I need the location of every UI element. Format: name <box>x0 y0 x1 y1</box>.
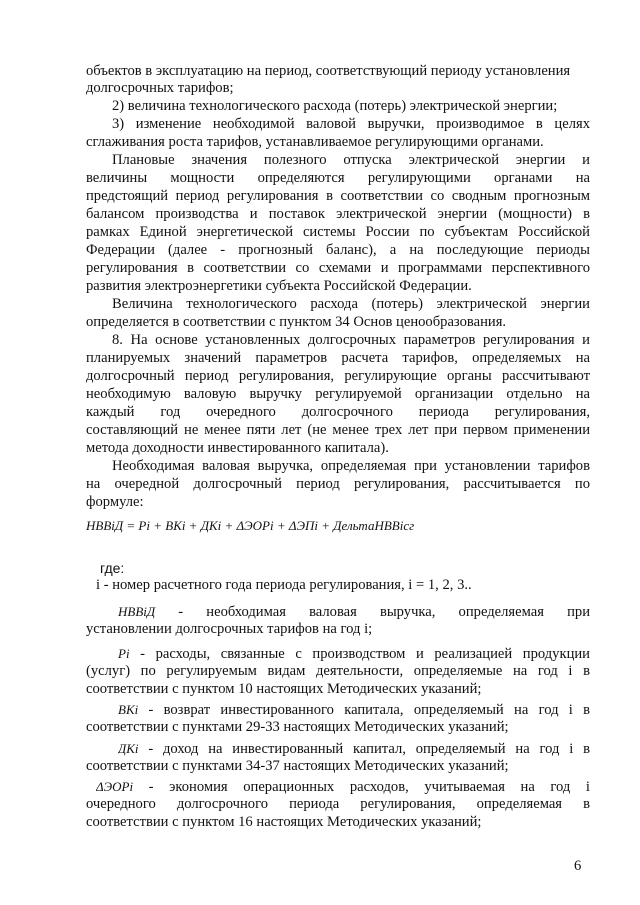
text-line: величины мощности определяются регулирующими органами на <box>86 170 590 186</box>
definition-line: ΔЭОРi - экономия операционных расходов, учитываемая на год i <box>96 779 590 795</box>
formula: НВВiД = Pi + ВКi + ДКi + ΔЭОРi + ΔЭПi + ДельтаНВВiсг <box>86 518 415 533</box>
text-line: на очередной долгосрочный период регулирования, рассчитывается по <box>86 476 590 492</box>
text-line: сглаживания роста тарифов, устанавливаемое регулирующими органами. <box>86 134 544 150</box>
definition-line: установлении долгосрочных тарифов на год i; <box>86 621 373 637</box>
definition-line: очередного долгосрочного периода регулирования, определяемая в <box>86 796 590 812</box>
text-line: объектов в эксплуатацию на период, соответствующий периоду установления <box>86 63 571 79</box>
definition-line: соответствии с пунктом 16 настоящих Методических указаний; <box>86 814 482 830</box>
text-line: планируемых значений параметров расчета тарифов, определяемых на <box>86 350 590 366</box>
text-line: долгосрочных тарифов; <box>86 80 234 96</box>
text-line: Плановые значения полезного отпуска электрической энергии и <box>112 152 590 168</box>
text-line: 8. На основе установленных долгосрочных параметров регулирования и <box>112 332 590 348</box>
text-line: 2) величина технологического расхода (потерь) электрической энергии; <box>112 98 558 114</box>
text-line: Федерации (далее - прогнозный баланс), а на последующие периоды <box>86 242 590 258</box>
text-line: долгосрочный период регулирования, регулирующие органы рассчитывают <box>86 368 590 384</box>
definition-line: Pi - расходы, связанные с производством и реализацией продукции <box>118 646 590 662</box>
symbol: ВКi <box>118 702 139 717</box>
definition-line: НВВiД - необходимая валовая выручка, определяемая при <box>118 604 590 620</box>
text-line: рамках Единой энергетической системы России по субъектам Российской <box>86 224 590 240</box>
text-line: составляющий не менее пяти лет (не менее трех лет при первом применении <box>86 422 590 438</box>
definition-line: i - номер расчетного года периода регулирования, i = 1, 2, 3.. <box>96 577 472 593</box>
definition-line: соответствии с пунктами 29-33 настоящих Методических указаний; <box>86 719 509 735</box>
definition-line: ДКi - доход на инвестированный капитал, определяемый на год i в <box>118 741 590 757</box>
symbol: Pi <box>118 646 130 661</box>
symbol: НВВiД <box>118 604 156 619</box>
text-line: формуле: <box>86 494 144 510</box>
page-number: 6 <box>574 858 582 874</box>
text-line: Величина технологического расхода (потерь) электрической энергии <box>112 296 590 312</box>
text-line: определяется в соответствии с пунктом 34 Основ ценообразования. <box>86 314 507 330</box>
text-line: предстоящий период регулирования в соответствии со сводным прогнозным <box>86 188 590 204</box>
text-line: развития электроэнергетики субъекта Российской Федерации. <box>86 278 472 294</box>
text-line: каждый год очередного долгосрочного периода регулирования, <box>86 404 590 420</box>
symbol: ДКi <box>118 741 139 756</box>
text-line: регулирования в соответствии со схемами и программами перспективного <box>86 260 590 276</box>
definition-line: ВКi - возврат инвестированного капитала, определяемый на год i в <box>118 702 590 718</box>
definition-line: соответствии с пунктами 34-37 настоящих Методических указаний; <box>86 758 509 774</box>
where-label: где: <box>100 560 125 576</box>
text-line: балансом производства и поставок электрической энергии (мощности) в <box>86 206 590 222</box>
text-line: Необходимая валовая выручка, определяемая при установлении тарифов <box>112 458 590 474</box>
text-line: метода доходности инвестированного капитала). <box>86 440 389 456</box>
symbol: ΔЭОРi <box>96 779 134 794</box>
definition-line: (услуг) по регулируемым видам деятельности, определяемые на год i в <box>86 663 590 679</box>
definition-line: соответствии с пунктом 10 настоящих Методических указаний; <box>86 681 482 697</box>
text-line: 3) изменение необходимой валовой выручки, производимое в целях <box>112 116 590 132</box>
text-line: необходимую валовую выручку регулируемой организации отдельно на <box>86 386 590 402</box>
